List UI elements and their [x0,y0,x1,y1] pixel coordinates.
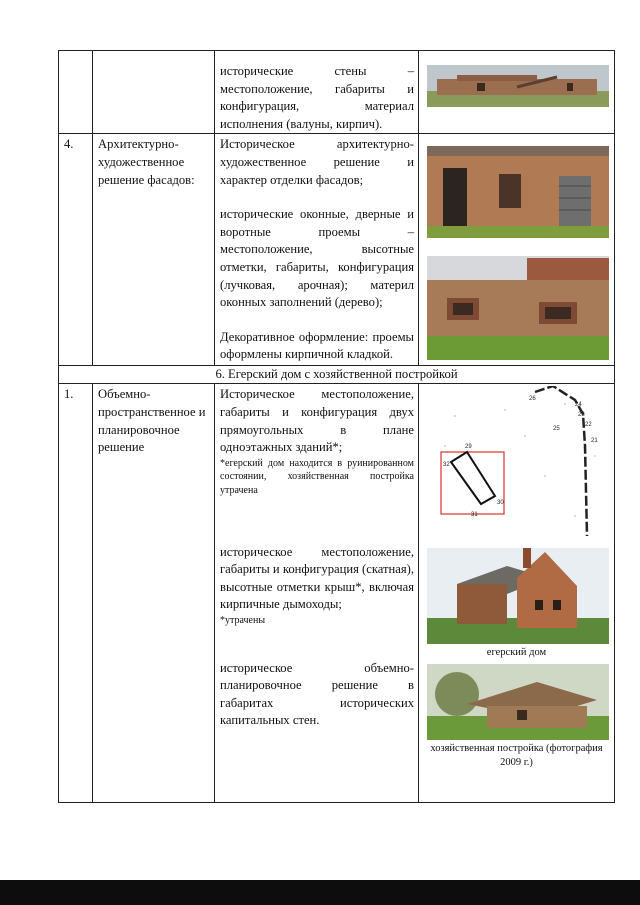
facade-openings-photo [427,146,609,238]
protected-features-table [58,50,615,803]
section-heading: 6. Егерский дом с хозяйственной постройкой [59,366,615,384]
row-number-cell [59,51,93,134]
table-row [59,384,615,803]
ruined-walls-photo [427,65,609,107]
lost-footnote: *утрачены [220,614,266,626]
table-row [59,134,615,366]
table-row [59,51,615,134]
volume-paragraph: Историческое местоположение, габариты и конфигурация двух прямоугольных в плане одноэтажных зданий*; [220,387,414,455]
plan-label-26: 26 [529,396,536,403]
section-heading-row [59,366,615,384]
plan-label-31: 31 [471,512,478,519]
row-name-cell [93,384,215,803]
row-description-cell [215,134,419,366]
plan-label-22: 22 [585,422,592,429]
plan-paragraph: историческое объемно-планировочное решение в габаритах исторических капитальных стен. [220,660,414,728]
decoration-paragraph: Декоративное оформление: проемы оформлены кирпичной кладкой. [220,329,414,362]
row-description-cell [215,384,419,803]
roof-paragraph: историческое местоположение, габариты и конфигурация (скатная), высотные отметки крыш*, включая кирпичные дымоходы; [220,544,414,612]
plan-label-25: 25 [553,426,560,433]
row-name-cell [93,134,215,366]
plan-label-21: 21 [591,438,598,445]
outbuilding-photo [427,664,609,740]
row-name-label: Архитектурно-художественное решение фасадов: [98,137,195,187]
hunter-house-photo [427,548,609,644]
plan-label-23: 23 [578,412,585,419]
brick-window-frames-photo [427,256,609,360]
plan-label-30: 30 [497,500,504,507]
row-name-cell [93,51,215,134]
row-photo-cell [419,134,615,366]
plan-label-24: 24 [575,402,582,409]
site-plan-map [425,386,610,536]
row-photo-cell [419,384,615,803]
walls-description: исторические стены – местоположение, габариты и конфигурация, материал исполнения (валуны, кирпич). [220,64,414,131]
scan-edge [0,880,640,905]
ruin-footnote: *егерский дом находится в руинированном состоянии, хозяйственная постройка утрачена [220,457,414,496]
row-number-cell: 4. [59,134,93,366]
row-photo-cell [419,51,615,134]
row-number-cell: 1. [59,384,93,803]
plan-label-32: 32 [443,462,450,469]
facade-paragraph: Историческое архитектурно-художественное решение и характер отделки фасадов; [220,137,414,187]
openings-paragraph: исторические оконные, дверные и воротные проемы – местоположение, высотные отметки, габариты, конфигурация (лучковая, арочная); материл оконных заполнений (дерево); [220,207,414,310]
row-name-label: Объемно-пространственное и планировочное решение [98,387,206,455]
outbuilding-caption: хозяйственная постройка (фотография 2009 г.) [430,743,603,769]
hunter-house-caption: егерский дом [486,647,547,659]
row-description-cell [215,51,419,134]
plan-label-29: 29 [465,444,472,451]
